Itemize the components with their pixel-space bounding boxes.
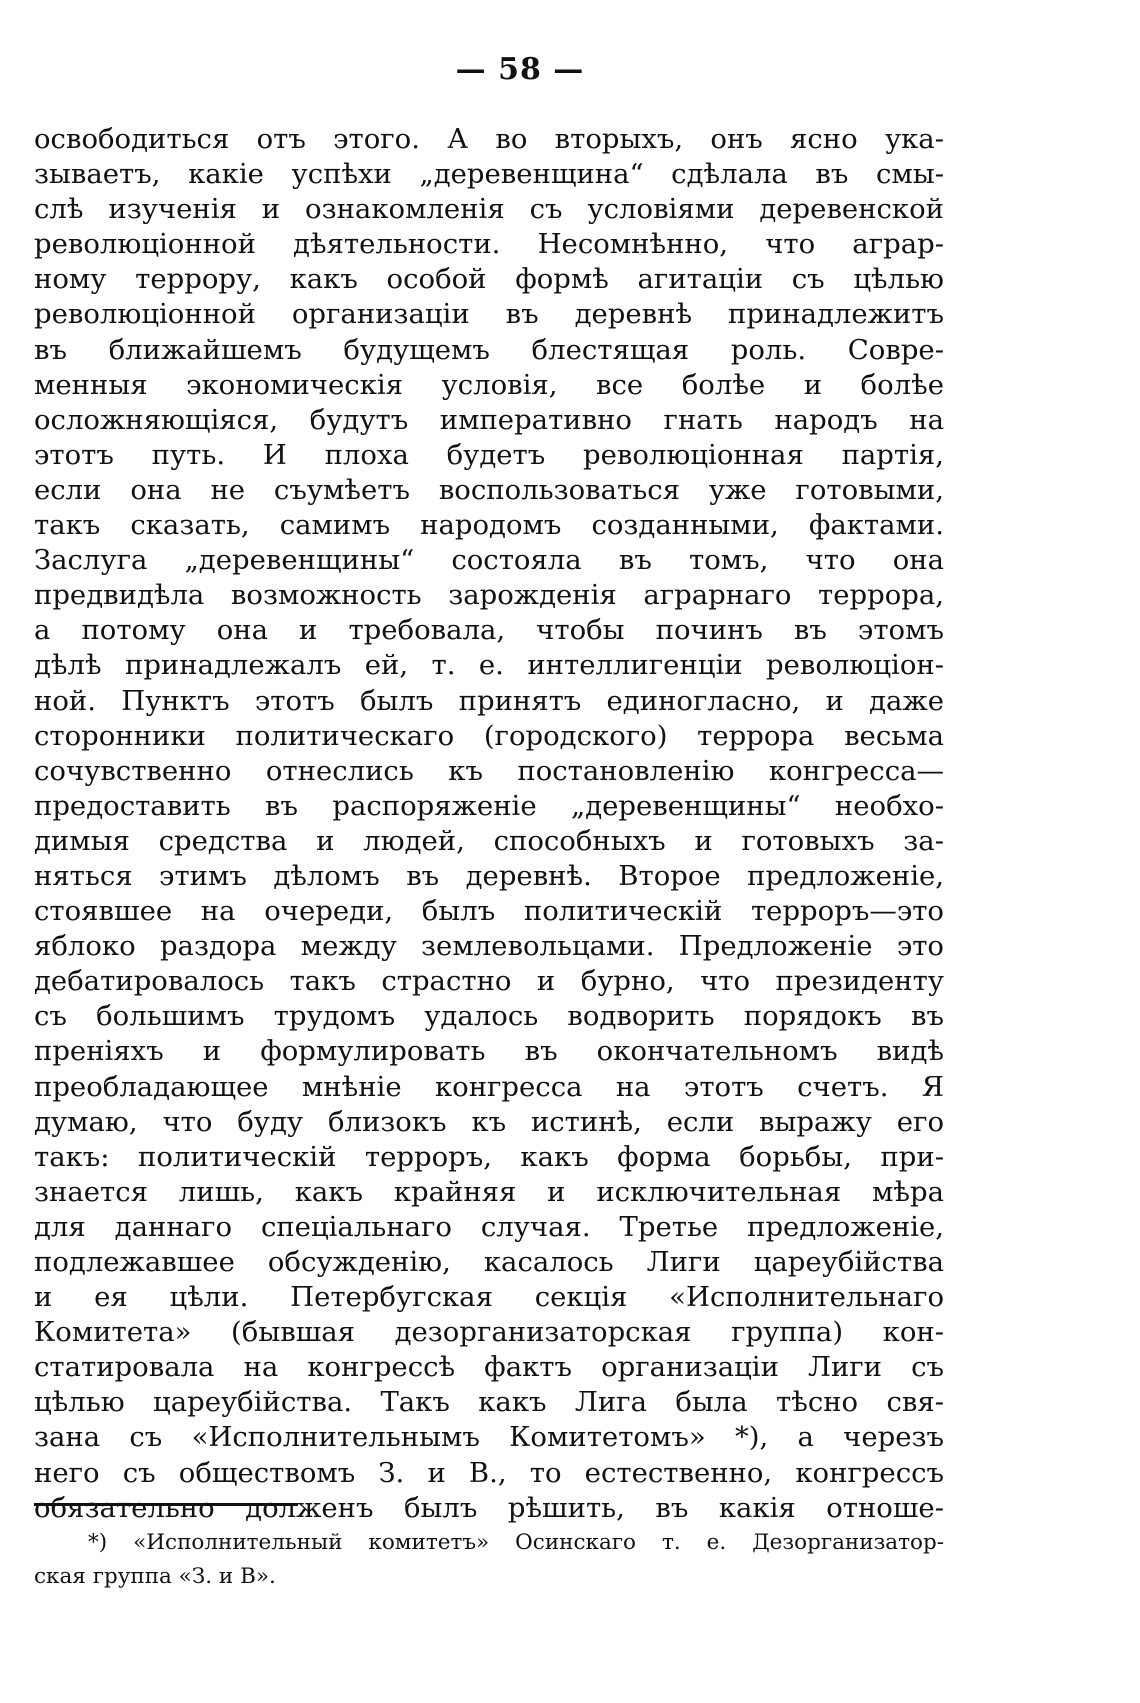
text-line: такъ: политическiй терроръ, какъ форма борьбы, при- bbox=[34, 1140, 944, 1173]
text-line: зываетъ, какiе успѣхи „деревенщина“ сдѣлала въ смы- bbox=[34, 158, 944, 191]
text-line: предоставить въ распоряженiе „деревенщины“ необхо- bbox=[34, 789, 944, 822]
footnote-line: *) «Исполнительный комитетъ» Осинскаго т. е. Дезорганизатор- bbox=[88, 1530, 944, 1555]
text-line: этотъ путь. И плоха будетъ революцiонная партiя, bbox=[34, 438, 944, 471]
text-line: Заслуга „деревенщины“ состояла въ томъ, что она bbox=[34, 544, 944, 577]
text-line: а потому она и требовала, чтобы починъ въ этомъ bbox=[34, 614, 944, 647]
text-line: осложняющiяся, будутъ императивно гнать народъ на bbox=[34, 403, 944, 436]
text-line: такъ сказать, самимъ народомъ созданными, фактами. bbox=[34, 509, 944, 542]
text-line: пренiяхъ и формулировать въ окончательномъ видѣ bbox=[34, 1035, 944, 1068]
body-text bbox=[34, 122, 944, 1526]
text-line: ной. Пунктъ этотъ былъ принятъ единогласно, и даже bbox=[34, 684, 944, 717]
text-line: сторонники политическаго (городского) террора весьма bbox=[34, 719, 944, 752]
text-line: менныя экономическiя условiя, все болѣе и болѣе bbox=[34, 368, 944, 401]
text-line: ному террору, какъ особой формѣ агитацiи съ цѣлью bbox=[34, 263, 944, 296]
text-line: дѣлѣ принадлежалъ ей, т. е. интеллигенцiи революцiон- bbox=[34, 649, 944, 682]
text-line: предвидѣла возможность зарожденiя аграрнаго террора, bbox=[34, 579, 944, 612]
text-line: если она не съумѣетъ воспользоваться уже готовыми, bbox=[34, 473, 944, 506]
text-line: для даннаго спецiальнаго случая. Третье предложенiе, bbox=[34, 1210, 944, 1243]
text-line: яблоко раздора между землевольцами. Предложенiе это bbox=[34, 930, 944, 963]
footnote-line: ская группа «З. и В». bbox=[34, 1564, 276, 1589]
text-line: думаю, что буду близокъ къ истинѣ, если выражу его bbox=[34, 1105, 944, 1138]
text-line: стоявшее на очереди, былъ политическiй терроръ—это bbox=[34, 895, 944, 928]
text-line: статировала на конгрессѣ фактъ организацiи Лиги съ bbox=[34, 1351, 944, 1384]
text-line: димыя средства и людей, способныхъ и готовыхъ за- bbox=[34, 824, 944, 857]
text-line: съ большимъ трудомъ удалось водворить порядокъ въ bbox=[34, 1000, 944, 1033]
text-line: зана съ «Исполнительнымъ Комитетомъ» *), а черезъ bbox=[34, 1421, 944, 1454]
text-line: революцiонной организацiи въ деревнѣ принадлежитъ bbox=[34, 298, 944, 331]
text-line: дебатировалось такъ страстно и бурно, что президенту bbox=[34, 965, 944, 998]
text-line: слѣ изученiя и ознакомленiя съ условiями деревенской bbox=[34, 193, 944, 226]
footnote-divider bbox=[34, 1503, 298, 1506]
footnote bbox=[34, 1526, 944, 1594]
text-line: и ея цѣли. Петербугская секцiя «Исполнительнаго bbox=[34, 1281, 944, 1314]
text-line: освободиться отъ этого. А во вторыхъ, онъ ясно ука- bbox=[34, 123, 944, 155]
text-line: него съ обществомъ З. и В., то естественно, конгрессъ bbox=[34, 1456, 944, 1489]
text-line: въ ближайшемъ будущемъ блестящая роль. Совре- bbox=[34, 333, 944, 366]
text-line: революцiонной дѣятельности. Несомнѣнно, что аграр- bbox=[34, 228, 944, 261]
page-number: — 58 — bbox=[455, 52, 585, 87]
text-line: знается лишь, какъ крайняя и исключительная мѣра bbox=[34, 1175, 944, 1208]
text-line: обязательно долженъ былъ рѣшить, въ какiя отноше- bbox=[34, 1491, 944, 1524]
text-line: Комитета» (бывшая дезорганизаторская группа) кон- bbox=[34, 1316, 944, 1349]
text-line: подлежавшее обсужденiю, касалось Лиги цареубiйства bbox=[34, 1246, 944, 1278]
text-line: цѣлью цареубiйства. Такъ какъ Лига была тѣсно свя- bbox=[34, 1386, 944, 1419]
text-line: сочувственно отнеслись къ постановленiю конгресса— bbox=[34, 754, 944, 787]
text-line: няться этимъ дѣломъ въ деревнѣ. Второе предложенiе, bbox=[34, 859, 944, 892]
text-line: преобладающее мнѣнiе конгресса на этотъ счетъ. Я bbox=[34, 1070, 944, 1103]
